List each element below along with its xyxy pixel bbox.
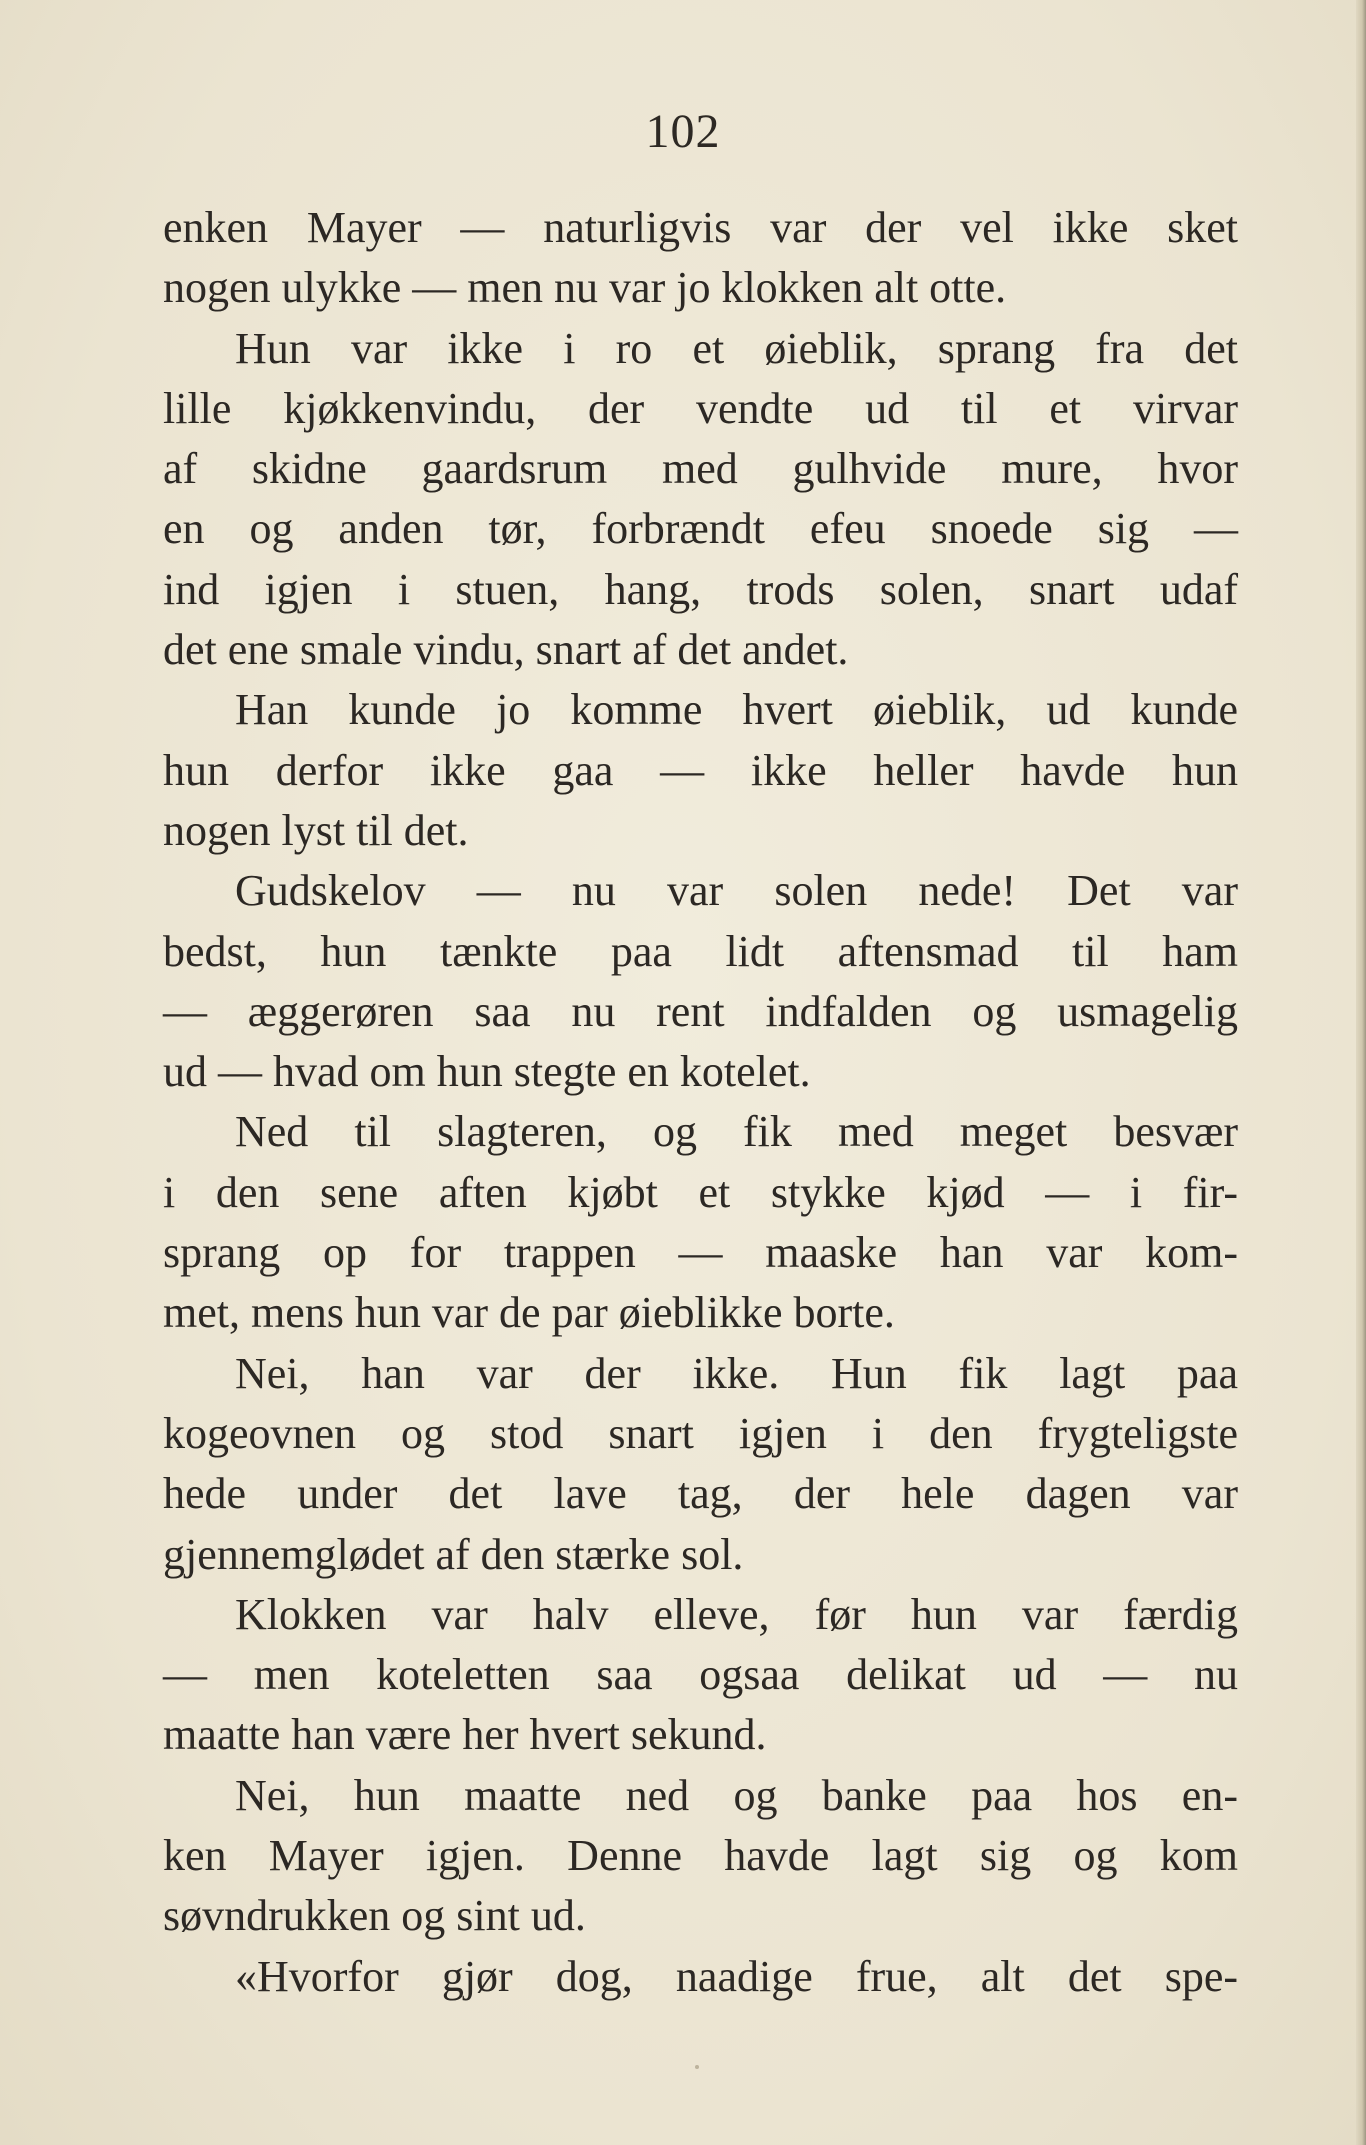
text-line: ind igjen i stuen, hang, trods solen, snart udaf xyxy=(163,564,1238,614)
page-number: 102 xyxy=(645,105,721,158)
text-line: Nei, han var der ikke. Hun fik lagt paa xyxy=(235,1348,1238,1398)
text-line: — men koteletten saa ogsaa delikat ud — nu xyxy=(163,1650,1238,1700)
paper-speck xyxy=(695,2065,699,2069)
text-line: en og anden tør, forbrændt efeu snoede sig — xyxy=(163,504,1238,554)
text-line: met, mens hun var de par øieblikke borte. xyxy=(163,1288,895,1338)
text-line: enken Mayer — naturligvis var der vel ikke sket xyxy=(163,203,1238,252)
text-line: gjennemglødet af den stærke sol. xyxy=(163,1529,744,1579)
text-line: «Hvorfor gjør dog, naadige frue, alt det spe- xyxy=(235,1951,1238,2001)
text-line: hun derfor ikke gaa — ikke heller havde hun xyxy=(163,745,1238,795)
text-line: Han kunde jo komme hvert øieblik, ud kunde xyxy=(235,685,1238,735)
text-line: Gudskelov — nu var solen nede! Det var xyxy=(235,866,1238,916)
text-line: Nei, hun maatte ned og banke paa hos en- xyxy=(235,1770,1238,1820)
text-line: det ene smale vindu, snart af det andet. xyxy=(163,625,849,675)
text-line: ud — hvad om hun stegte en kotelet. xyxy=(163,1047,811,1097)
text-line: — æggerøren saa nu rent indfalden og usmagelig xyxy=(163,986,1238,1036)
text-line: sprang op for trappen — maaske han var kom- xyxy=(163,1228,1238,1278)
text-line: af skidne gaardsrum med gulhvide mure, hvor xyxy=(163,444,1238,494)
page-edge xyxy=(1356,0,1366,2145)
text-line: søvndrukken og sint ud. xyxy=(163,1891,586,1941)
body-text xyxy=(163,198,1238,2007)
text-line: nogen lyst til det. xyxy=(163,805,469,855)
text-line: Ned til slagteren, og fik med meget besvær xyxy=(235,1107,1238,1157)
text-line: kogeovnen og stod snart igjen i den frygteligste xyxy=(163,1408,1238,1458)
text-line: bedst, hun tænkte paa lidt aftensmad til ham xyxy=(163,926,1238,976)
text-line: Klokken var halv elleve, før hun var færdig xyxy=(235,1589,1238,1639)
text-line: ken Mayer igjen. Denne havde lagt sig og kom xyxy=(163,1831,1238,1881)
text-line: nogen ulykke — men nu var jo klokken alt otte. xyxy=(163,263,1007,313)
text-line: lille kjøkkenvindu, der vendte ud til et virvar xyxy=(163,383,1238,433)
text-line: Hun var ikke i ro et øieblik, sprang fra det xyxy=(235,323,1238,373)
text-line: maatte han være her hvert sekund. xyxy=(163,1710,767,1760)
text-line: i den sene aften kjøbt et stykke kjød — i fir- xyxy=(163,1167,1238,1217)
text-line: hede under det lave tag, der hele dagen var xyxy=(163,1469,1238,1519)
